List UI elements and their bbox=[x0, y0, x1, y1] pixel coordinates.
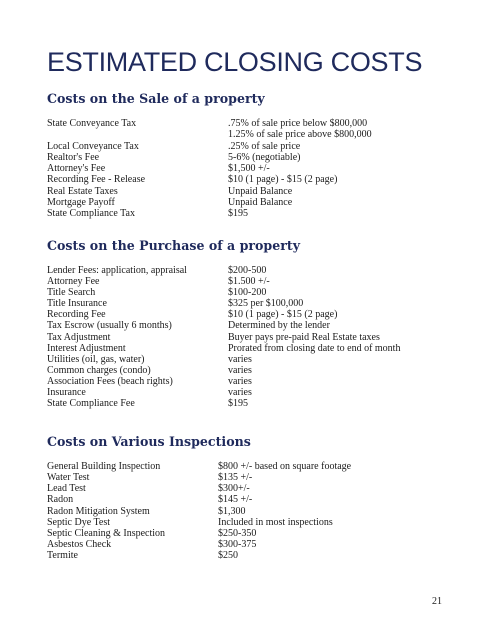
cost-label: Water Test bbox=[47, 472, 90, 484]
table-row bbox=[47, 197, 447, 208]
table-row bbox=[47, 208, 447, 219]
table-row bbox=[47, 461, 447, 472]
table-row bbox=[47, 152, 447, 163]
page-number: 21 bbox=[432, 596, 442, 607]
table-row bbox=[47, 343, 447, 354]
cost-label: Attorney's Fee bbox=[47, 163, 106, 175]
table-row bbox=[47, 298, 447, 309]
table-row bbox=[47, 309, 447, 320]
cost-value: $800 +/- based on square footage bbox=[218, 461, 352, 472]
cost-value: $145 +/- bbox=[218, 494, 253, 506]
cost-label: Lender Fees: application, appraisal bbox=[47, 265, 187, 276]
table-row bbox=[47, 287, 447, 298]
inspection-costs-section bbox=[47, 434, 447, 561]
cost-value: Unpaid Balance bbox=[228, 185, 293, 197]
cost-value-line: .75% of sale price below $800,000 bbox=[228, 118, 368, 129]
cost-label: Mortgage Payoff bbox=[47, 197, 115, 209]
cost-value: $10 (1 page) - $15 (2 page) bbox=[228, 174, 338, 186]
cost-label: Septic Cleaning & Inspection bbox=[47, 527, 166, 539]
table-row bbox=[47, 332, 447, 343]
table-row bbox=[47, 163, 447, 174]
cost-label: Title Search bbox=[47, 287, 96, 299]
cost-value: $195 bbox=[228, 398, 248, 410]
table-row bbox=[47, 506, 447, 517]
cost-label: Radon bbox=[47, 494, 74, 506]
cost-label: Insurance bbox=[47, 387, 86, 399]
table-row bbox=[47, 354, 447, 365]
cost-label: Realtor's Fee bbox=[47, 151, 100, 163]
cost-label: State Conveyance Tax bbox=[47, 118, 137, 129]
cost-value-line: 1.25% of sale price above $800,000 bbox=[228, 129, 372, 141]
cost-value: 5-6% (negotiable) bbox=[228, 151, 301, 163]
cost-value: varies bbox=[228, 387, 252, 399]
table-row bbox=[47, 494, 447, 505]
cost-label: Tax Adjustment bbox=[47, 331, 111, 343]
cost-value: varies bbox=[228, 364, 252, 376]
sale-costs-section bbox=[47, 91, 447, 220]
cost-value bbox=[228, 118, 372, 141]
table-row bbox=[47, 320, 447, 331]
cost-value: $1.500 +/- bbox=[228, 276, 270, 288]
cost-value: $1,500 +/- bbox=[228, 163, 270, 175]
cost-label: General Building Inspection bbox=[47, 461, 161, 472]
cost-label: Tax Escrow (usually 6 months) bbox=[47, 320, 172, 332]
cost-label: Interest Adjustment bbox=[47, 342, 126, 354]
cost-value: Prorated from closing date to end of month bbox=[228, 342, 401, 354]
table-row bbox=[47, 387, 447, 398]
table-row bbox=[47, 365, 447, 376]
table-row bbox=[47, 550, 447, 561]
cost-value: Determined by the lender bbox=[228, 320, 330, 332]
purchase-costs-heading: Costs on the Purchase of a property bbox=[47, 238, 301, 253]
cost-label: State Compliance Fee bbox=[47, 398, 135, 410]
table-row bbox=[47, 265, 447, 276]
purchase-costs-table bbox=[47, 265, 447, 409]
cost-label: Termite bbox=[47, 550, 78, 562]
cost-label: Common charges (condo) bbox=[47, 364, 151, 376]
cost-label: Association Fees (beach rights) bbox=[47, 375, 173, 387]
table-row bbox=[47, 398, 447, 409]
cost-label: Recording Fee bbox=[47, 309, 106, 321]
cost-value: $325 per $100,000 bbox=[228, 298, 304, 310]
table-row bbox=[47, 118, 447, 141]
table-row bbox=[47, 186, 447, 197]
cost-label: Local Conveyance Tax bbox=[47, 140, 139, 152]
cost-value: varies bbox=[228, 353, 252, 365]
cost-value: $1,300 bbox=[218, 505, 246, 517]
cost-value: Unpaid Balance bbox=[228, 197, 293, 209]
cost-label: Utilities (oil, gas, water) bbox=[47, 353, 145, 365]
table-row bbox=[47, 517, 447, 528]
cost-value: $100-200 bbox=[228, 287, 267, 299]
table-row bbox=[47, 376, 447, 387]
table-row bbox=[47, 483, 447, 494]
cost-label: Recording Fee - Release bbox=[47, 174, 146, 186]
table-row bbox=[47, 276, 447, 287]
inspection-costs-heading: Costs on Various Inspections bbox=[47, 434, 251, 449]
cost-label: Asbestos Check bbox=[47, 539, 112, 551]
table-row bbox=[47, 528, 447, 539]
cost-value: $10 (1 page) - $15 (2 page) bbox=[228, 309, 338, 321]
cost-label: Attorney Fee bbox=[47, 276, 100, 288]
cost-value: $195 bbox=[228, 208, 248, 220]
sale-costs-table bbox=[47, 118, 447, 220]
cost-value: $200-500 bbox=[228, 265, 267, 276]
table-row bbox=[47, 141, 447, 152]
cost-label: Title Insurance bbox=[47, 298, 107, 310]
page-title: ESTIMATED CLOSING COSTS bbox=[47, 47, 423, 77]
cost-value: .25% of sale price bbox=[228, 140, 301, 152]
cost-value: Buyer pays pre-paid Real Estate taxes bbox=[228, 331, 380, 343]
cost-label: Real Estate Taxes bbox=[47, 185, 118, 197]
cost-value: $300-375 bbox=[218, 539, 257, 551]
cost-label: Lead Test bbox=[47, 483, 86, 495]
cost-value: $250 bbox=[218, 550, 238, 562]
cost-value: $300+/- bbox=[218, 483, 250, 495]
cost-value: $250-350 bbox=[218, 527, 257, 539]
inspection-costs-table bbox=[47, 461, 447, 561]
cost-label: Radon Mitigation System bbox=[47, 505, 150, 517]
sale-costs-heading: Costs on the Sale of a property bbox=[47, 91, 265, 106]
table-row bbox=[47, 174, 447, 185]
cost-label: State Compliance Tax bbox=[47, 208, 135, 220]
purchase-costs-section bbox=[47, 238, 447, 409]
cost-value: Included in most inspections bbox=[218, 516, 333, 528]
cost-value: varies bbox=[228, 375, 252, 387]
table-row bbox=[47, 472, 447, 483]
cost-value: $135 +/- bbox=[218, 472, 253, 484]
table-row bbox=[47, 539, 447, 550]
cost-label: Septic Dye Test bbox=[47, 516, 110, 528]
